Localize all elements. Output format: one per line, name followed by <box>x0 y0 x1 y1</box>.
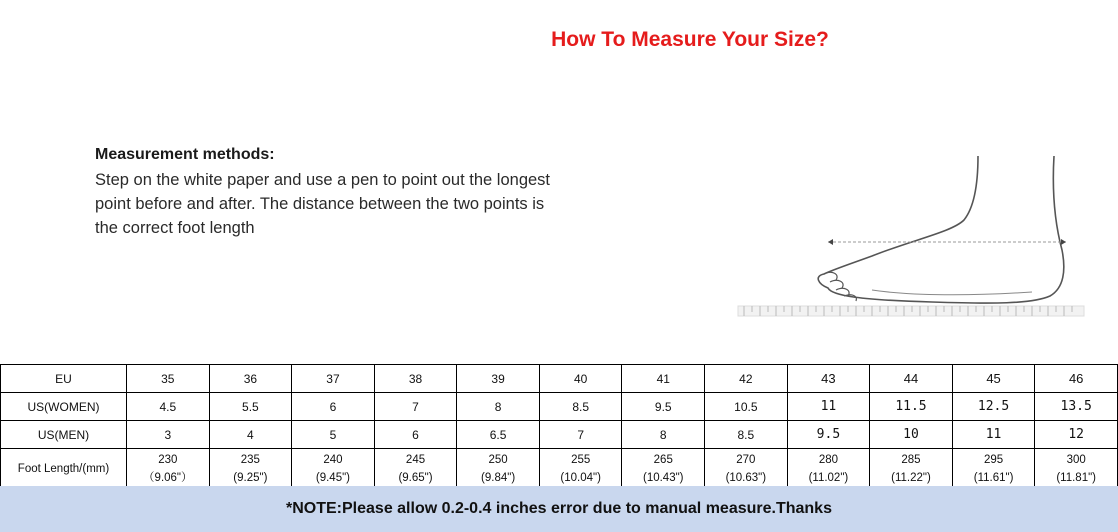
size-cell: 11 <box>787 393 870 421</box>
length-inches: (10.63") <box>725 472 767 484</box>
row-label: US(WOMEN) <box>1 393 127 421</box>
length-inches: (9.45") <box>315 472 350 484</box>
size-cell: 42 <box>705 365 788 393</box>
measurement-methods <box>95 146 655 240</box>
size-cell: 13.5 <box>1035 393 1118 421</box>
foot-length-cell <box>457 449 540 490</box>
method-description <box>95 168 655 240</box>
length-inches: (11.61") <box>973 472 1014 484</box>
foot-length-cell <box>787 449 870 490</box>
size-cell: 5.5 <box>209 393 292 421</box>
length-mm: 245 <box>405 454 426 466</box>
foot-measure-illustration <box>732 150 1092 330</box>
size-cell: 7 <box>539 421 622 449</box>
length-mm: 235 <box>240 454 260 466</box>
size-cell: 6.5 <box>457 421 540 449</box>
length-mm: 240 <box>323 454 343 466</box>
length-inches: (11.22") <box>891 472 931 484</box>
foot-length-cell <box>952 449 1035 490</box>
size-cell: 11.5 <box>870 393 953 421</box>
size-cell: 44 <box>870 365 953 393</box>
row-label: EU <box>1 365 127 393</box>
method-line: point before and after. The distance between the two points is <box>95 195 545 213</box>
length-inches: (11.02") <box>808 472 849 484</box>
size-cell: 37 <box>292 365 375 393</box>
size-row <box>1 393 1118 421</box>
size-cell: 3 <box>127 421 210 449</box>
length-inches: (9.84") <box>481 472 516 484</box>
length-inches: (10.43") <box>642 472 684 484</box>
length-mm: 300 <box>1066 454 1086 466</box>
size-cell: 46 <box>1035 365 1118 393</box>
size-cell: 10.5 <box>705 393 788 421</box>
size-cell: 5 <box>292 421 375 449</box>
length-mm: 270 <box>736 454 756 466</box>
size-cell: 9.5 <box>622 393 705 421</box>
foot-length-cell <box>705 449 788 490</box>
size-cell: 8 <box>622 421 705 449</box>
size-cell: 38 <box>374 365 457 393</box>
length-mm: 280 <box>818 454 838 466</box>
foot-length-cell <box>127 449 210 490</box>
length-mm: 250 <box>488 454 508 466</box>
size-cell: 10 <box>870 421 953 449</box>
length-inches: (9.65") <box>398 472 433 484</box>
note-bar <box>0 486 1118 532</box>
size-cell: 4 <box>209 421 292 449</box>
size-cell: 12 <box>1035 421 1118 449</box>
length-mm: 230 <box>158 454 178 466</box>
foot-length-cell <box>292 449 375 490</box>
size-cell: 35 <box>127 365 210 393</box>
foot-length-cell <box>622 449 705 490</box>
length-mm: 295 <box>983 454 1004 466</box>
page-title: How To Measure Your Size? <box>551 28 829 51</box>
foot-length-cell <box>1035 449 1118 490</box>
size-cell: 6 <box>374 421 457 449</box>
method-heading: Measurement methods: <box>95 146 275 163</box>
foot-length-row <box>1 449 1118 490</box>
arrow-right <box>1061 239 1066 245</box>
length-inches: (9.25") <box>233 472 268 484</box>
size-cell: 43 <box>787 365 870 393</box>
method-line: Step on the white paper and use a pen to point out the longest <box>95 171 551 189</box>
size-cell: 11 <box>952 421 1035 449</box>
size-chart-table <box>0 364 1118 490</box>
size-cell: 45 <box>952 365 1035 393</box>
row-label: US(MEN) <box>1 421 127 449</box>
length-mm: 255 <box>571 454 591 466</box>
size-cell: 41 <box>622 365 705 393</box>
method-line: the correct foot length <box>95 219 255 237</box>
size-row <box>1 421 1118 449</box>
size-cell: 4.5 <box>127 393 210 421</box>
foot-length-cell <box>374 449 457 490</box>
size-cell: 9.5 <box>787 421 870 449</box>
arrow-left <box>828 239 833 245</box>
foot-length-cell <box>870 449 953 490</box>
size-cell: 6 <box>292 393 375 421</box>
size-cell: 12.5 <box>952 393 1035 421</box>
size-cell: 8.5 <box>539 393 622 421</box>
foot-length-cell <box>539 449 622 490</box>
size-row <box>1 365 1118 393</box>
note-text: *NOTE:Please allow 0.2-0.4 inches error due to manual measure.Thanks <box>286 500 832 517</box>
row-label: Foot Length/(mm) <box>1 449 127 490</box>
sole-line <box>872 290 1032 295</box>
length-mm: 265 <box>653 454 673 466</box>
size-cell: 8.5 <box>705 421 788 449</box>
size-cell: 40 <box>539 365 622 393</box>
length-mm: 285 <box>901 454 921 466</box>
length-inches: （9.06"） <box>143 472 193 484</box>
size-cell: 36 <box>209 365 292 393</box>
foot-length-cell <box>209 449 292 490</box>
size-cell: 7 <box>374 393 457 421</box>
size-cell: 8 <box>457 393 540 421</box>
foot-outline <box>818 156 1064 303</box>
size-cell: 39 <box>457 365 540 393</box>
length-inches: (11.81") <box>1056 472 1097 484</box>
length-inches: (10.04") <box>560 472 601 484</box>
